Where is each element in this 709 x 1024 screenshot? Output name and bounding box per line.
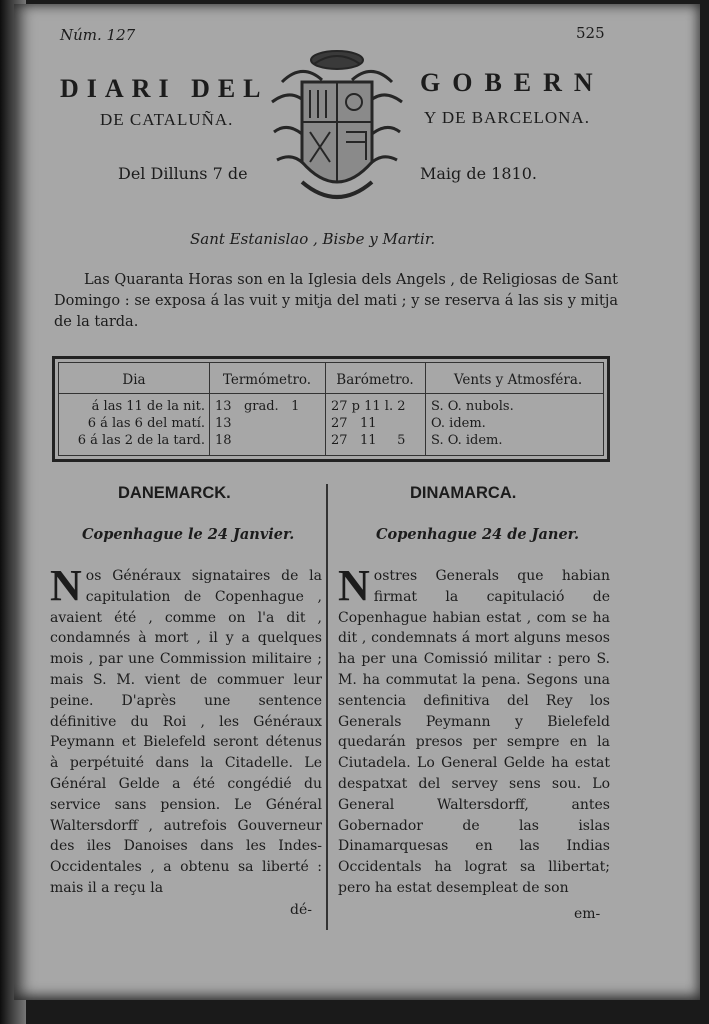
article-left-text: os Généraux signataires de la capitulation de Copenhague , avaient été , comme on l'a dit , condamnés à mort , il y a quelques mois , par une Commission militaire ; mais S. M. vient de commuer leur peine. D'après une sentence définitive du Roi , les Généraux Peymann et Bielefeld seront détenus à perpétuité dans la Citadelle. Le Général Gelde a été congédié du service sans pension. Le Général Waltersdorff , autrefois Gouverneur des iles Danoises dans les Indes-Occidentales , a obtenu sa liberté : mais il a reçu la: [50, 568, 322, 896]
column-dia: [59, 363, 209, 455]
table-cell: 27 11 5: [331, 433, 406, 448]
article-left: [50, 561, 322, 899]
coat-of-arms-icon: [262, 42, 412, 212]
table-cell: 27 11: [331, 416, 377, 431]
table-cell: S. O. idem.: [431, 433, 503, 448]
header-dia: Dia: [122, 372, 146, 388]
masthead-title-right: GOBERN: [420, 68, 605, 97]
catchword-right: em-: [574, 906, 601, 922]
table-cell: 13: [215, 416, 232, 431]
article-right-text: ostres Generals que habian firmat la capitulació de Copenhague habian estat , com se ha dit , condemnats á mort alguns mesos ha per una Comissió militar : pero S. M. ha commutat la pena. Segons una sentencia definitiva del Rey los Generals Peymann y Bielefeld quedarán presos per sempre en la Ciutadela. Lo General Gelde ha estat despatxat del servey sens sou. Lo General Waltersdorff, antes Gobernador de las islas Dinamarquesas en las Indias Occidentals ha lograt sa llibertat; pero ha estat desempleat de son: [338, 568, 610, 896]
table-cell: 6 á las 2 de la tard.: [77, 433, 205, 448]
section-heading-left: DANEMARCK.: [118, 484, 231, 502]
date-left: Del Dilluns 7 de: [118, 164, 248, 183]
table-cell: 13 grad. 1: [215, 399, 300, 414]
table-cell: 27 p 11 l. 2: [331, 399, 406, 414]
catchword-left: dé-: [290, 902, 312, 918]
weather-table-inner: [58, 362, 604, 456]
column-divider-rule: [326, 484, 328, 930]
header-thermometer: Termómetro.: [222, 372, 312, 388]
column-thermometer: [209, 363, 325, 455]
header-barometer: Barómetro.: [336, 372, 414, 388]
table-cell: S. O. nubols.: [431, 399, 514, 414]
section-heading-right: DINAMARCA.: [410, 484, 517, 502]
newspaper-page: [14, 4, 700, 1000]
saint-of-the-day: Sant Estanislao , Bisbe y Martir.: [190, 230, 436, 248]
table-cell: á las 11 de la nit.: [91, 399, 205, 414]
dateline-right: Copenhague 24 de Janer.: [376, 526, 580, 543]
drop-cap-left: N: [50, 561, 82, 610]
weather-table: [52, 356, 610, 462]
table-cell: O. idem.: [431, 416, 486, 431]
header-winds: Vents y Atmosféra.: [453, 372, 583, 388]
date-right: Maig de 1810.: [420, 164, 537, 183]
column-winds: [425, 363, 611, 455]
dateline-left: Copenhague le 24 Janvier.: [82, 526, 295, 543]
intro-text: Las Quaranta Horas son en la Iglesia dels Angels , de Religiosas de Sant Domingo : se exposa á las vuit y mitja del mati ; y se reserva á las sis y mitja de la tarda.: [54, 272, 618, 330]
barometer-values: [331, 398, 421, 449]
masthead-title-left: DIARI DEL: [60, 74, 269, 103]
article-right: [338, 561, 610, 899]
winds-values: [431, 398, 607, 449]
dia-values: [65, 398, 205, 449]
intro-paragraph: [54, 270, 618, 333]
table-cell: 18: [215, 433, 232, 448]
masthead-subtitle-right: Y DE BARCELONA.: [424, 108, 590, 127]
page-number: 525: [576, 24, 605, 42]
masthead-subtitle-left: DE CATALUÑA.: [100, 110, 234, 129]
thermometer-values: [215, 398, 321, 449]
column-barometer: [325, 363, 425, 455]
drop-cap-right: N: [338, 561, 370, 610]
table-cell: 6 á las 6 del matí.: [87, 416, 205, 431]
issue-number: Núm. 127: [60, 26, 136, 44]
